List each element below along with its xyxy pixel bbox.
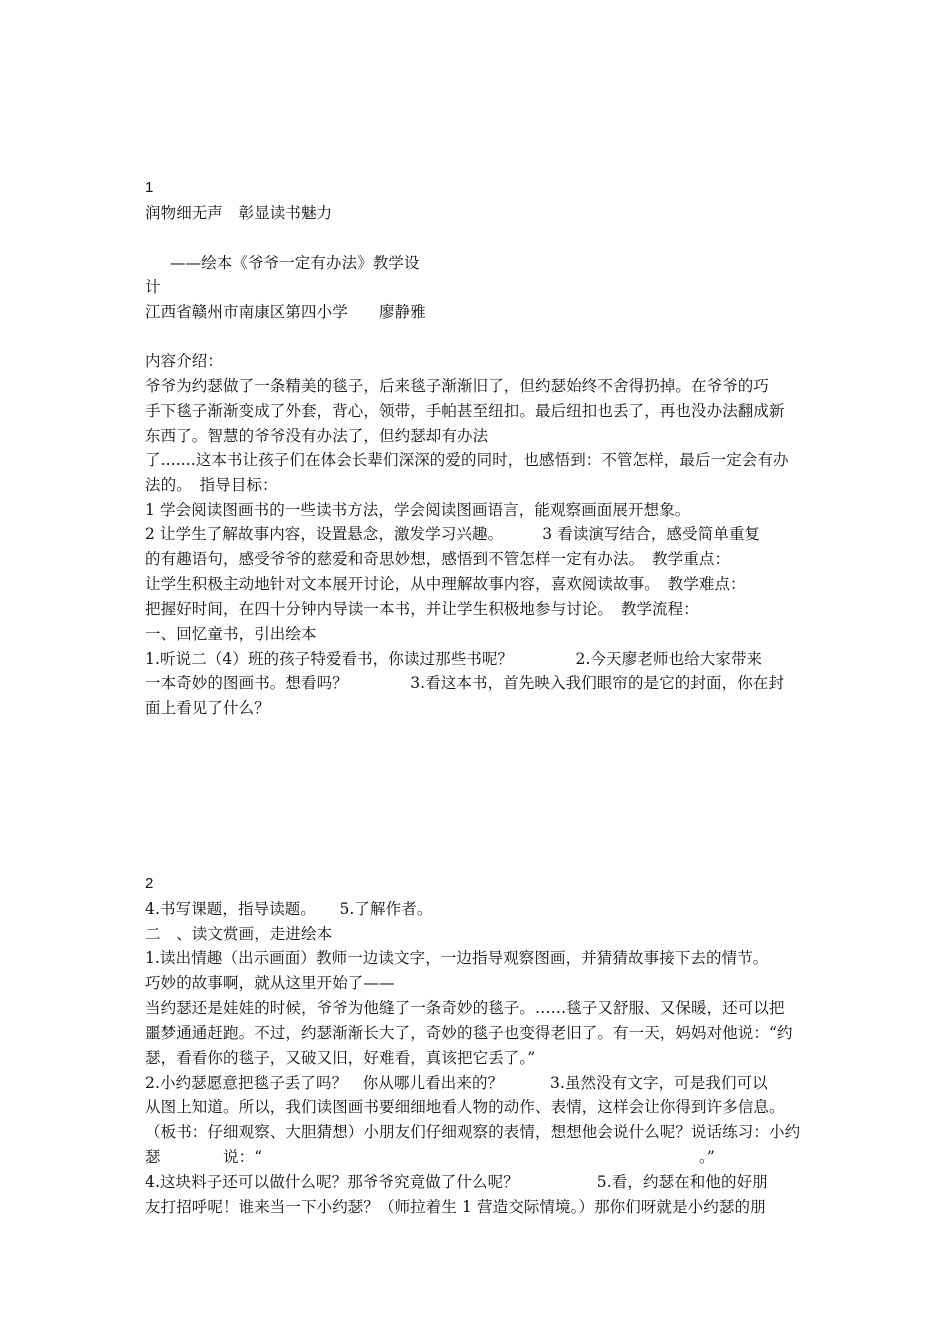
text-line: 面上看见了什么？ — [145, 699, 270, 717]
text-line: 4.这块料子还可以做什么呢？那爷爷究竟做了什么呢？ 5.看，约瑟在和他的好朋 — [145, 1173, 768, 1191]
section-heading: 一、回忆童书，引出绘本 — [145, 625, 317, 643]
section-heading: 二 、读文赏画，走进绘本 — [145, 925, 333, 943]
text-line: 1 学会阅读图画书的一些读书方法，学会阅读图画语言，能观察画面展开想象。 — [145, 501, 691, 519]
text-line: 一本奇妙的图画书。想看吗？ 3.看这本书，首先映入我们眼帘的是它的封面，你在封 — [145, 674, 784, 692]
author-line: 江西省赣州市南康区第四小学 廖静雅 — [145, 303, 426, 321]
text-line: 2 让学生了解故事内容，设置悬念，激发学习兴趣。 3 看读演写结合，感受简单重复 — [145, 525, 761, 543]
text-line: 的有趣语句，感受爷爷的慈爱和奇思妙想，感悟到不管怎样一定有办法。 教学重点： — [145, 550, 731, 568]
text-line: 4.书写课题，指导读题。 5.了解作者。 — [145, 900, 433, 918]
text-line: （板书：仔细观察、大胆猜想）小朋友们仔细观察的表情，想想他会说什么呢？说话练习：小约 — [145, 1123, 801, 1141]
text-line: 噩梦通通赶跑。不过，约瑟渐渐长大了，奇妙的毯子也变得老旧了。有一天，妈妈对他说：“约 — [145, 1024, 793, 1042]
text-line: 1.听说二（4）班的孩子特爱看书，你读过那些书呢？ 2.今天廖老师也给大家带来 — [145, 650, 763, 668]
text-line: 2.小约瑟愿意把毯子丢了吗？ 你从哪儿看出来的？ 3.虽然没有文字，可是我们可以 — [145, 1074, 768, 1092]
text-line: 把握好时间，在四十分钟内导读一本书，并让学生积极地参与讨论。 教学流程： — [145, 600, 699, 618]
text-line: 瑟 说：“ 。” — [145, 1148, 715, 1166]
text-line: 友打招呼呢！谁来当一下小约瑟？（师拉着生 1 营造交际情境。）那你们呀就是小约瑟的朋 — [145, 1198, 766, 1216]
text-line: 法的。 指导目标： — [145, 476, 278, 494]
text-line: 内容介绍： — [145, 352, 224, 370]
text-line: 东西了。智慧的爷爷没有办法了，但约瑟却有办法 — [145, 427, 489, 445]
text-line: 1.读出情趣（出示画面）教师一边读文字，一边指导观察图画，并猜猜故事接下去的情节。 — [145, 949, 769, 967]
text-line: 让学生积极主动地针对文本展开讨论，从中理解故事内容，喜欢阅读故事。 教学难点： — [145, 575, 746, 593]
page-number: 1 — [145, 179, 154, 196]
doc-subtitle-cont: 计 — [145, 278, 161, 296]
text-line: 从图上知道。所以，我们读图画书要细细地看人物的动作、表情，这样会让你得到许多信息。 — [145, 1098, 785, 1116]
page-number: 2 — [145, 875, 154, 892]
text-line: 手下毯子渐渐变成了外套，背心，领带，手帕甚至纽扣。最后纽扣也丢了，再也没办法翻成新 — [145, 402, 785, 420]
text-line: 了.......这本书让孩子们在体会长辈们深深的爱的同时，也感悟到：不管怎样，最后一定会有办 — [145, 451, 789, 469]
text-line: 当约瑟还是娃娃的时候，爷爷为他缝了一条奇妙的毯子。……毯子又舒服、又保暖，还可以把 — [145, 999, 785, 1017]
text-line: 瑟，看看你的毯子，又破又旧，好难看，真该把它丢了。” — [145, 1049, 536, 1067]
text-line: 爷爷为约瑟做了一条精美的毯子，后来毯子渐渐旧了，但约瑟始终不舍得扔掉。在爷爷的巧 — [145, 377, 770, 395]
doc-title: 润物细无声 彰显读书魅力 — [145, 204, 333, 222]
text-line: 巧妙的故事啊，就从这里开始了—— — [145, 974, 395, 992]
doc-subtitle: ——绘本《爷爷一定有办法》教学设 — [170, 254, 420, 272]
